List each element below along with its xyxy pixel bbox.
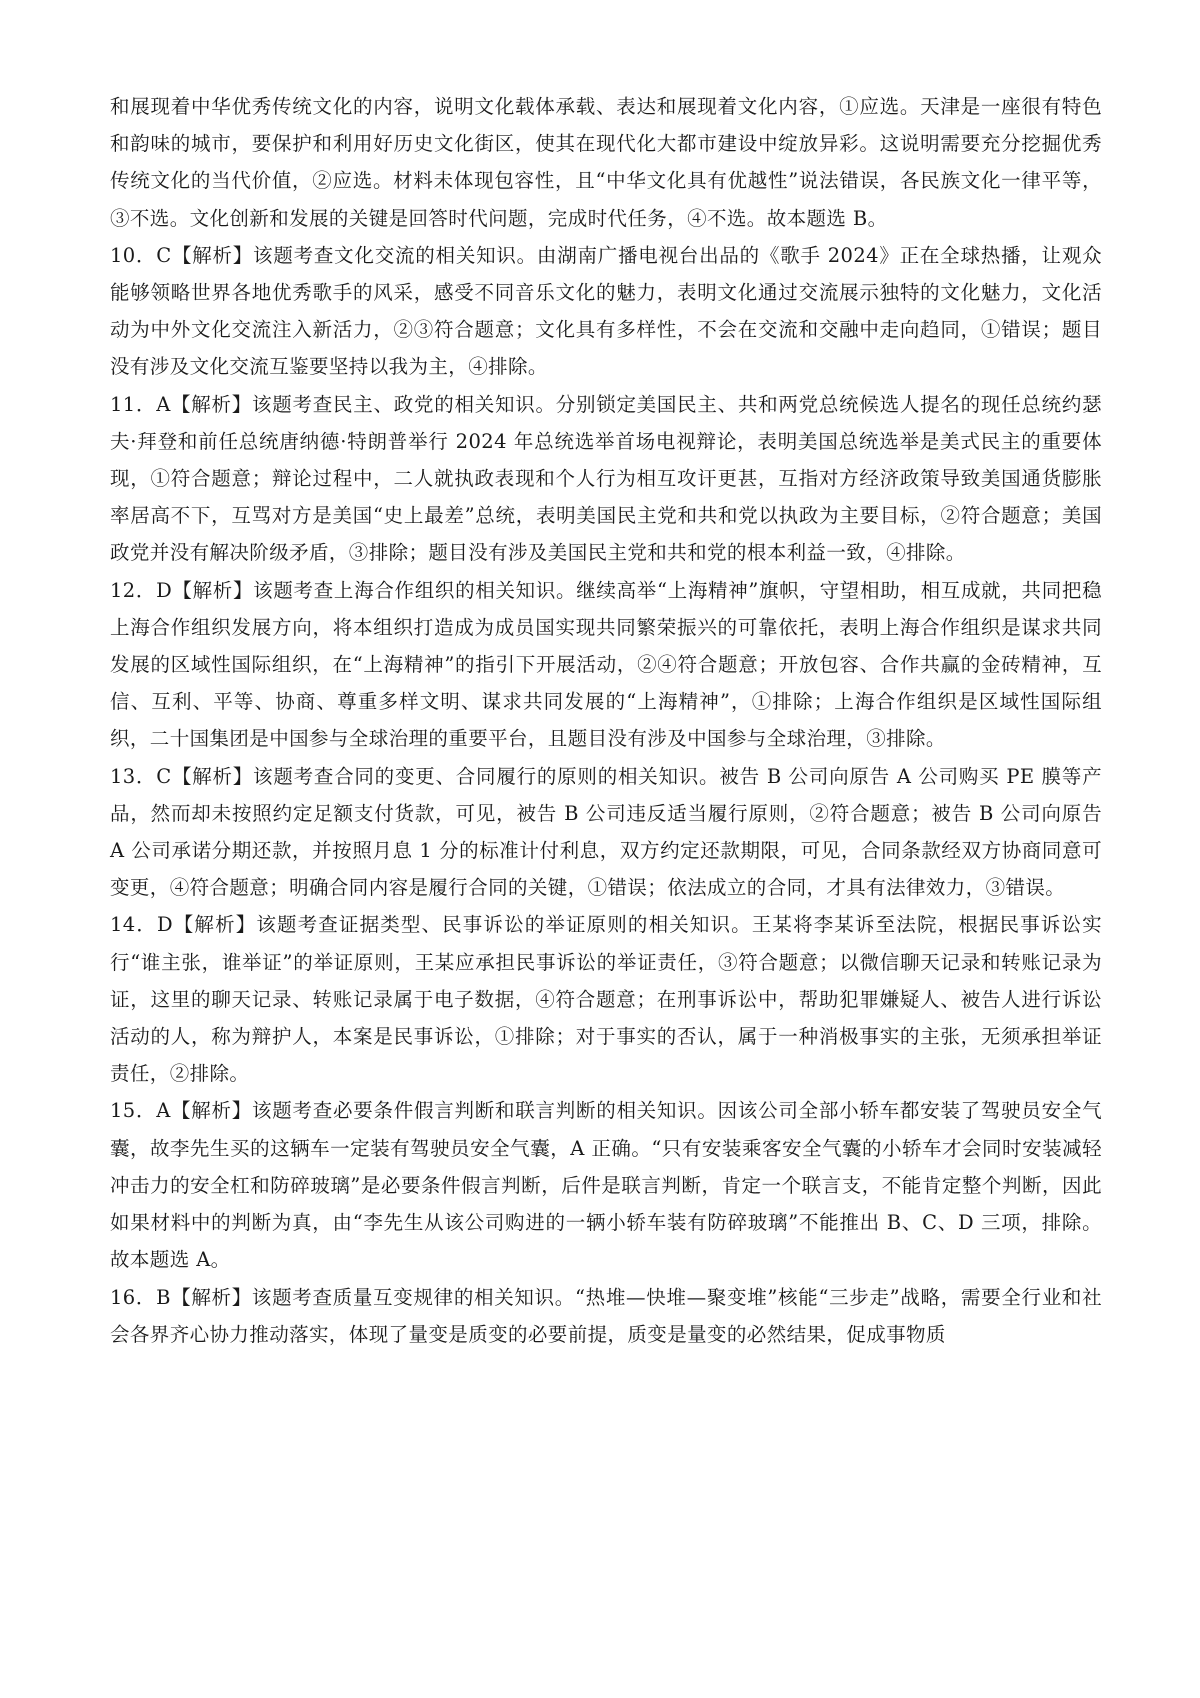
paragraph-answer-10: 10．C【解析】该题考查文化交流的相关知识。由湖南广播电视台出品的《歌手 2024》正在全球热播，让观众能够领略世界各地优秀歌手的风采，感受不同音乐文化的魅力，表明文化通过交流展示独特的文化魅力，文化活动为中外文化交流注入新活力，②③符合题意；文化具有多样性，不会在交流和交融中走向趋同，①错误；题目没有涉及文化交流互鉴要坚持以我为主，④排除。 [110, 243, 1102, 379]
paragraph-answer-12: 12．D【解析】该题考查上海合作组织的相关知识。继续高举“上海精神”旗帜，守望相助，相互成就，共同把稳上海合作组织发展方向，将本组织打造成为成员国实现共同繁荣振兴的可靠依托，表明上海合作组织是谋求共同发展的区域性国际组织，在“上海精神”的指引下开展活动，②④符合题意；开放包容、合作共赢的金砖精神，互信、互利、平等、协商、尊重多样文明、谋求共同发展的“上海精神”，①排除；上海合作组织是区域性国际组织，二十国集团是中国参与全球治理的重要平台，且题目没有涉及中国参与全球治理，③排除。 [110, 578, 1102, 751]
document-page [110, 88, 1102, 1353]
paragraph-answer-9-continued: 和展现着中华优秀传统文化的内容，说明文化载体承载、表达和展现着文化内容，①应选。天津是一座很有特色和韵味的城市，要保护和利用好历史文化街区，使其在现代化大都市建设中绽放异彩。这说明需要充分挖掘优秀传统文化的当代价值，②应选。材料未体现包容性，且“中华文化具有优越性”说法错误，各民族文化一律平等，③不选。文化创新和发展的关键是回答时代问题，完成时代任务，④不选。故本题选 B。 [110, 95, 1102, 230]
paragraph-answer-13: 13．C【解析】该题考查合同的变更、合同履行的原则的相关知识。被告 B 公司向原告 A 公司购买 PE 膜等产品，然而却未按照约定足额支付货款，可见，被告 B 公司违反适当履行原则，②符合题意；被告 B 公司向原告 A 公司承诺分期还款，并按照月息 1 分的标准计付利息，双方约定还款期限，可见，合同条款经双方协商同意可变更，④符合题意；明确合同内容是履行合同的关键，①错误；依法成立的合同，才具有法律效力，③错误。 [110, 764, 1102, 900]
paragraph-answer-14: 14．D【解析】该题考查证据类型、民事诉讼的举证原则的相关知识。王某将李某诉至法院，根据民事诉讼实行“谁主张，谁举证”的举证原则，王某应承担民事诉讼的举证责任，③符合题意；以微信聊天记录和转账记录为证，这里的聊天记录、转账记录属于电子数据，④符合题意；在刑事诉讼中，帮助犯罪嫌疑人、被告人进行诉讼活动的人，称为辩护人，本案是民事诉讼，①排除；对于事实的否认，属于一种消极事实的主张，无须承担举证责任，②排除。 [110, 913, 1102, 1086]
paragraph-answer-15: 15．A【解析】该题考查必要条件假言判断和联言判断的相关知识。因该公司全部小轿车都安装了驾驶员安全气囊，故李先生买的这辆车一定装有驾驶员安全气囊，A 正确。“只有安装乘客安全气囊的小轿车才会同时安装减轻冲击力的安全杠和防碎玻璃”是必要条件假言判断，后件是联言判断，肯定一个联言支，不能肯定整个判断，因此如果材料中的判断为真，由“李先生从该公司购进的一辆小轿车装有防碎玻璃”不能推出 B、C、D 三项，排除。故本题选 A。 [110, 1099, 1102, 1272]
paragraph-answer-16: 16．B【解析】该题考查质量互变规律的相关知识。“热堆—快堆—聚变堆”核能“三步走”战略，需要全行业和社会各界齐心协力推动落实，体现了量变是质变的必要前提，质变是量变的必然结果，促成事物质 [110, 1285, 1102, 1346]
paragraph-answer-11: 11．A【解析】该题考查民主、政党的相关知识。分别锁定美国民主、共和两党总统候选人提名的现任总统约瑟夫·拜登和前任总统唐纳德·特朗普举行 2024 年总统选举首场电视辩论，表明美国总统选举是美式民主的重要体现，①符合题意；辩论过程中，二人就执政表现和个人行为相互攻讦更甚，互指对方经济政策导致美国通货膨胀率居高不下，互骂对方是美国“史上最差”总统，表明美国民主党和共和党以执政为主要目标，②符合题意；美国政党并没有解决阶级矛盾，③排除；题目没有涉及美国民主党和共和党的根本利益一致，④排除。 [110, 392, 1102, 565]
